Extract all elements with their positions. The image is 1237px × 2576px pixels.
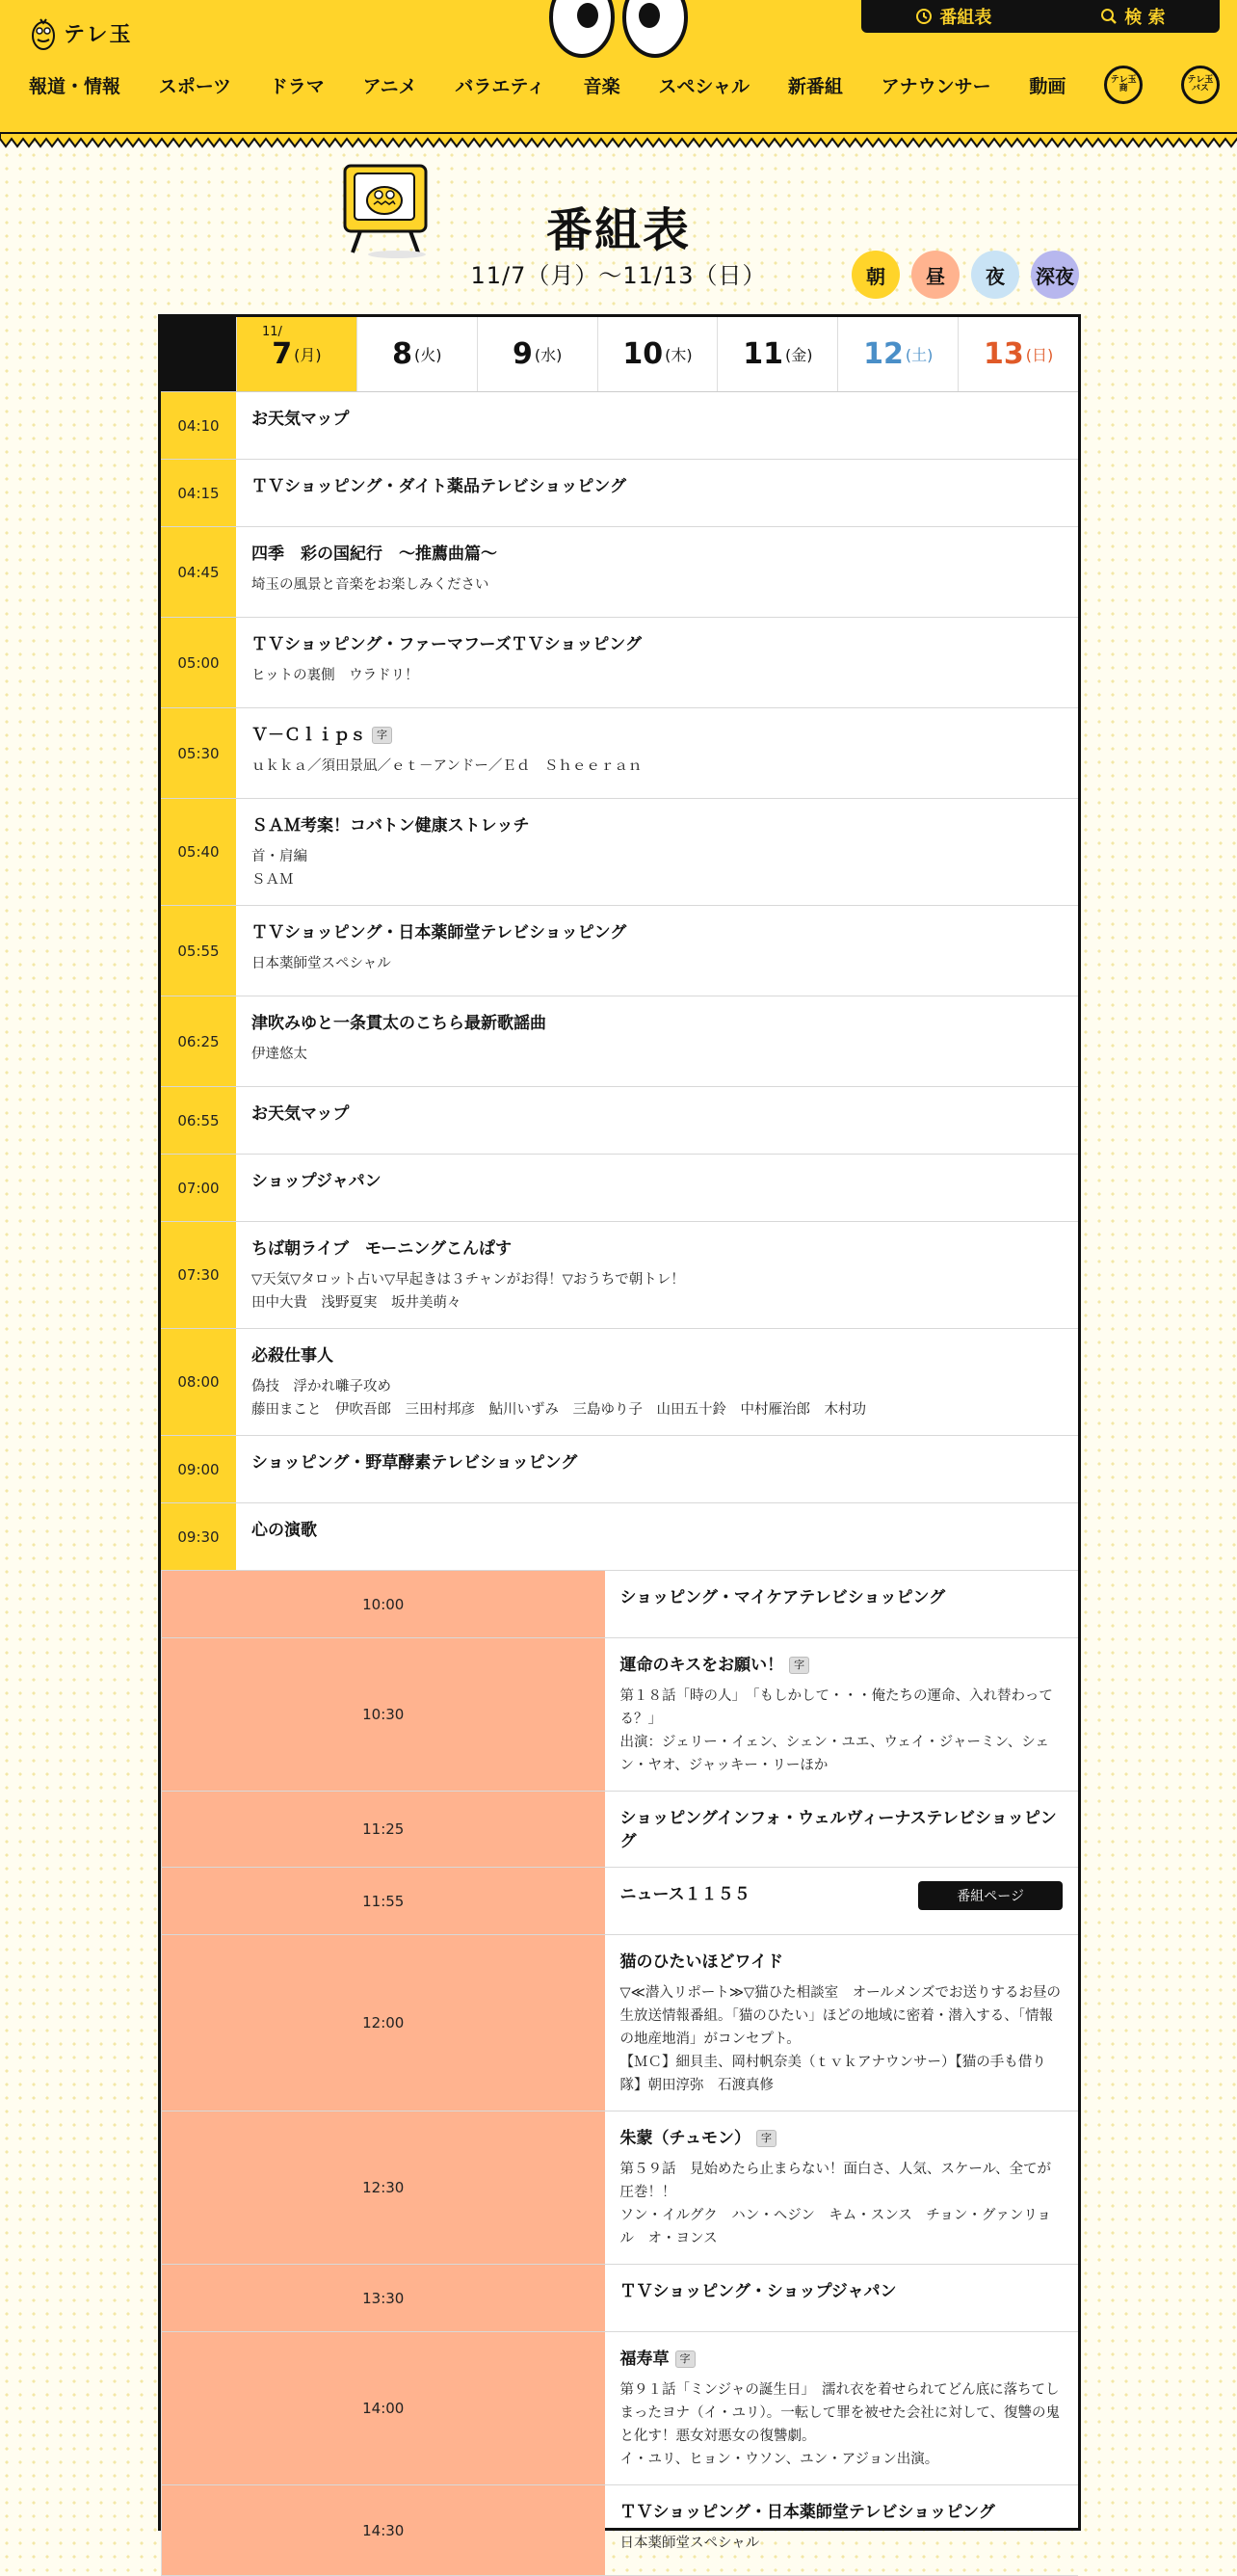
program-description: [620, 2532, 1064, 2555]
program-title[interactable]: 運命のキスをお願い！: [619, 1656, 784, 1675]
program-title[interactable]: 四季 彩の国紀行 ～推薦曲篇～: [251, 544, 497, 564]
program-cell: [605, 1935, 1079, 2111]
program-title-line: [251, 1451, 1063, 1474]
program-title-line: [251, 408, 1063, 431]
evening-button[interactable]: 夜: [971, 251, 1019, 299]
description-line: 出演：ジェリー・イェン、シェン・ユエ、ウェイ・ジャーミン、シェン・ヤオ、ジャッキー・リーほか: [619, 1735, 1050, 1773]
program-row[interactable]: [161, 392, 1078, 460]
program-row[interactable]: [161, 799, 1078, 906]
mascot-eyes-icon: [547, 0, 690, 60]
program-time: 14:00: [161, 2332, 605, 2484]
program-title[interactable]: ＴＶショッピング・ショップジャパン: [619, 2282, 897, 2301]
day-tab-9[interactable]: [477, 317, 597, 391]
day-number: 8: [392, 337, 412, 371]
late-night-button[interactable]: 深夜: [1031, 251, 1079, 299]
search-link[interactable]: [1100, 4, 1165, 29]
program-cell: [236, 1222, 1078, 1328]
day-weekday: (土): [905, 346, 934, 364]
site-header: [0, 0, 1237, 135]
program-cell: [605, 1792, 1079, 1867]
day-tab-10[interactable]: [597, 317, 718, 391]
program-row[interactable]: [161, 1222, 1078, 1329]
program-title[interactable]: 心の演歌: [251, 1521, 317, 1540]
program-title[interactable]: Ｖ－Ｃｌｉｐｓ: [251, 726, 366, 745]
program-title[interactable]: ニュース１１５５: [619, 1885, 750, 1904]
program-time: 04:45: [161, 527, 236, 617]
program-cell: [605, 2332, 1079, 2484]
program-row[interactable]: [161, 618, 1078, 708]
program-cell: [236, 906, 1078, 996]
program-description: [251, 573, 1063, 597]
day-weekday: (火): [413, 346, 442, 364]
day-tab-12[interactable]: [837, 317, 958, 391]
program-cell: [236, 527, 1078, 617]
program-row[interactable]: [161, 2265, 1078, 2332]
program-time: 11:55: [161, 1868, 605, 1934]
day-tab-7[interactable]: [236, 317, 356, 391]
program-title[interactable]: ＴＶショッピング・日本薬師堂テレビショッピング: [619, 2503, 995, 2522]
program-time: 05:55: [161, 906, 236, 996]
program-cell: [236, 708, 1078, 798]
program-title-line: [620, 1807, 1064, 1853]
program-row[interactable]: [161, 1155, 1078, 1222]
program-title[interactable]: ＳＡＭ考案！コバトン健康ストレッチ: [251, 816, 530, 836]
program-row[interactable]: [161, 1868, 1078, 1935]
subtitle-badge: 字: [372, 727, 392, 744]
schedule-link-label: 番組表: [939, 8, 992, 28]
program-cell: [236, 1155, 1078, 1221]
program-description: [251, 1268, 1063, 1315]
program-description: [251, 755, 1063, 778]
program-description: [251, 1043, 1063, 1066]
description-line: 田中大貴 浅野夏実 坂井美萌々: [251, 1295, 461, 1311]
program-time: 12:00: [161, 1935, 605, 2111]
program-row[interactable]: [161, 1503, 1078, 1571]
program-time: 06:25: [161, 996, 236, 1086]
description-line: 第９１話「ミンジャの誕生日」 濡れ衣を着せられてどん底に落ちてしまったヨナ（イ・ユリ）。一転して罪を被せた会社に対して、復讐の鬼と化す！悪女対悪女の復讐劇。: [619, 2382, 1060, 2444]
program-time: 05:00: [161, 618, 236, 707]
program-time: 04:10: [161, 392, 236, 459]
program-time: 05:30: [161, 708, 236, 798]
program-title[interactable]: ショッピング・マイケアテレビショッピング: [619, 1588, 946, 1607]
program-time: 04:15: [161, 460, 236, 526]
program-time: 12:30: [161, 2111, 605, 2264]
nav-special[interactable]: スペシャル: [658, 75, 750, 97]
program-row[interactable]: [161, 906, 1078, 996]
program-title-line: [620, 2127, 1064, 2150]
program-cell: [605, 1868, 1079, 1934]
day-month: 11/: [262, 325, 282, 339]
program-description: [620, 2378, 1064, 2471]
program-cell: [605, 1571, 1079, 1637]
program-title[interactable]: ＴＶショッピング・ダイト薬品テレビショッピング: [251, 477, 626, 496]
main-nav: [29, 58, 1220, 112]
day-tab-8[interactable]: [356, 317, 477, 391]
date-range: 11/7（月）〜11/13（日）: [470, 262, 767, 289]
day-number: 10: [622, 337, 664, 371]
program-title[interactable]: お天気マップ: [251, 410, 350, 429]
program-cell: [236, 996, 1078, 1086]
program-page-button[interactable]: 番組ページ: [918, 1881, 1063, 1910]
program-time: 11:25: [161, 1792, 605, 1867]
program-row[interactable]: [161, 1935, 1078, 2111]
program-row[interactable]: [161, 460, 1078, 527]
program-title[interactable]: ショッピングインフォ・ウェルヴィーナステレビショッピング: [619, 1809, 1057, 1851]
program-row[interactable]: [161, 2332, 1078, 2485]
description-line: 日本薬師堂スペシャル: [619, 2536, 760, 2551]
program-title-line: [251, 1170, 1063, 1193]
schedule-table: [158, 314, 1081, 2551]
program-time: 09:30: [161, 1503, 236, 1570]
program-title[interactable]: ＴＶショッピング・日本薬師堂テレビショッピング: [251, 923, 627, 943]
program-cell: [605, 2485, 1079, 2575]
nav-variety[interactable]: バラエティ: [455, 75, 545, 97]
description-line: ヒットの裏側 ウラドリ！: [251, 668, 419, 683]
program-time: 05:40: [161, 799, 236, 905]
program-cell: [236, 799, 1078, 905]
subtitle-badge: 字: [789, 1657, 809, 1674]
program-description: [620, 1981, 1064, 2097]
description-line: 第１８話「時の人」 「もしかして・・・俺たちの運命、入れ替わってる？」: [619, 1688, 1053, 1727]
day-number: 9: [512, 337, 533, 371]
description-line: ソン・イルグク ハン・ヘジン キム・スンス チョン・グァンリョル オ・ヨンス: [619, 2208, 1051, 2246]
program-time: 09:00: [161, 1436, 236, 1502]
subtitle-badge: 字: [675, 2350, 696, 2368]
program-cell: [236, 1436, 1078, 1502]
program-time: 06:55: [161, 1087, 236, 1154]
program-title-line: [251, 1012, 1063, 1035]
program-title-line: [620, 2501, 1064, 2524]
description-line: ＳＡＭ: [251, 872, 294, 888]
day-number: 7: [272, 337, 293, 371]
program-description: [251, 845, 1063, 891]
program-row[interactable]: [161, 1571, 1078, 1638]
program-title[interactable]: 朱蒙（チュモン）: [619, 2129, 750, 2148]
program-description: [251, 952, 1063, 975]
program-row[interactable]: [161, 1792, 1078, 1868]
day-weekday: (水): [534, 346, 563, 364]
program-title-line: [620, 1951, 1064, 1974]
program-title-line: [251, 724, 1063, 747]
program-time: 10:00: [161, 1571, 605, 1637]
nav-anime[interactable]: アニメ: [362, 75, 417, 97]
program-cell: [236, 1329, 1078, 1435]
nav-new-programs[interactable]: 新番組: [787, 75, 843, 97]
day-weekday: (木): [665, 346, 693, 364]
program-title-line: [251, 1237, 1063, 1261]
program-title[interactable]: お天気マップ: [251, 1104, 350, 1124]
program-title[interactable]: ちば朝ライブ モーニングこんぱす: [251, 1239, 512, 1259]
program-title[interactable]: ショッピング・野草酵素テレビショッピング: [251, 1453, 578, 1473]
subtitle-badge: 字: [756, 2130, 776, 2147]
description-line: ▽天気▽タロット占い▽早起きは３チャンがお得！▽おうちで朝トレ！: [251, 1272, 685, 1288]
nav-drama[interactable]: ドラマ: [269, 75, 325, 97]
program-title[interactable]: 津吹みゆと一条貫太のこちら最新歌謡曲: [251, 1014, 546, 1033]
description-line: 第５９話 見始めたら止まらない！面白さ、人気、スケール、全てが圧巻！！: [619, 2162, 1051, 2200]
program-time: 13:30: [161, 2265, 605, 2331]
utility-bar: [861, 0, 1220, 33]
description-line: 【ＭＣ】細貝圭、岡村帆奈美（ｔｖｋアナウンサー）【猫の手も借り隊】朝田淳弥 石渡真修: [619, 2055, 1046, 2093]
program-title-line: [251, 814, 1063, 837]
nav-announcers[interactable]: アナウンサー: [881, 75, 991, 97]
program-time: 14:30: [161, 2485, 605, 2575]
program-time: 07:00: [161, 1155, 236, 1221]
program-row[interactable]: [161, 708, 1078, 799]
program-title[interactable]: 必殺仕事人: [251, 1346, 333, 1366]
search-link-label: 検 索: [1124, 8, 1166, 28]
program-title[interactable]: ショップジャパン: [251, 1172, 382, 1191]
date-tabs: [161, 317, 1078, 392]
program-row[interactable]: [161, 1087, 1078, 1155]
program-time: 08:00: [161, 1329, 236, 1435]
program-row[interactable]: [161, 996, 1078, 1087]
program-description: [620, 1685, 1064, 1777]
schedule-link[interactable]: [915, 4, 991, 29]
nav-news[interactable]: 報道・情報: [29, 75, 121, 97]
nav-videos[interactable]: 動画: [1029, 75, 1066, 97]
header-zigzag-edge: [0, 133, 1237, 148]
bus-badge-icon[interactable]: テレ玉バス: [1181, 66, 1220, 104]
program-cell: [236, 392, 1078, 459]
program-title-line: [620, 1586, 1064, 1609]
program-cell: [236, 460, 1078, 526]
logo-text: テレ玉: [64, 22, 133, 47]
program-row[interactable]: [161, 2111, 1078, 2265]
day-weekday: (金): [784, 346, 813, 364]
nav-music[interactable]: 音楽: [583, 75, 620, 97]
program-title-line: [251, 921, 1063, 944]
description-line: 日本薬師堂スペシャル: [251, 956, 391, 971]
day-tab-13[interactable]: [958, 317, 1078, 391]
program-title-line: [251, 633, 1063, 656]
morning-button[interactable]: 朝: [852, 251, 900, 299]
program-title-line: [251, 1344, 1063, 1368]
program-description: [620, 2158, 1064, 2250]
program-cell: [236, 1503, 1078, 1570]
description-line: 伊達悠太: [251, 1047, 307, 1062]
program-list: [161, 392, 1078, 2576]
program-title-line: [251, 1519, 1063, 1542]
tamatan-mascot-icon: [29, 13, 58, 52]
description-line: 埼玉の風景と音楽をお楽しみください: [251, 577, 489, 593]
program-title-line: [251, 475, 1063, 498]
day-number: 12: [863, 337, 904, 371]
day-number: 13: [983, 337, 1024, 371]
search-icon: [1100, 8, 1118, 25]
clock-icon: [915, 8, 933, 25]
description-line: 藤田まこと 伊吹吾郎 三田村邦彦 鮎川いずみ 三島ゆり子 山田五十鈴 中村雁治郎 木村功: [251, 1402, 866, 1418]
time-of-day-selector: [852, 251, 1079, 299]
program-row[interactable]: [161, 2485, 1078, 2576]
daytime-button[interactable]: 昼: [911, 251, 960, 299]
program-title-line: [251, 543, 1063, 566]
program-title-line: [620, 1654, 1064, 1677]
site-logo[interactable]: [29, 13, 133, 52]
program-row[interactable]: [161, 1638, 1078, 1792]
description-line: ▽≪潜入リポート≫▽猫ひた相談室 オールメンズでお送りするお昼の生放送情報番組。「猫のひたい」ほどの地域に密着・潜入する、「情報の地産地消」がコンセプト。: [619, 1985, 1061, 2047]
day-number: 11: [743, 337, 783, 371]
program-row[interactable]: [161, 527, 1078, 618]
program-title[interactable]: 福寿草: [619, 2350, 670, 2369]
program-title-line: [620, 2280, 1064, 2303]
program-cell: [236, 618, 1078, 707]
day-weekday: (月): [294, 346, 322, 364]
program-cell: [605, 2265, 1079, 2331]
page-title: 番組表: [545, 203, 691, 257]
program-title[interactable]: ＴＶショッピング・ファーマフーズＴＶショッピング: [251, 635, 642, 654]
day-tab-11[interactable]: [717, 317, 837, 391]
program-cell: [605, 1638, 1079, 1791]
description-line: 首・肩編: [251, 849, 307, 864]
description-line: ｕｋｋａ／須田景凪／ｅｔ－アンドー／Ｅｄ Ｓｈｅｅｒａｎ: [251, 758, 643, 774]
program-title-line: [620, 2348, 1064, 2371]
nav-sports[interactable]: スポーツ: [158, 75, 232, 97]
day-weekday: (日): [1025, 346, 1054, 364]
program-row[interactable]: [161, 1436, 1078, 1503]
shop-badge-icon[interactable]: テレ玉商: [1104, 66, 1143, 104]
date-corner: [161, 317, 236, 391]
program-cell: [605, 2111, 1079, 2264]
program-title[interactable]: 猫のひたいほどワイド: [619, 1952, 783, 1972]
description-line: 偽技 浮かれ囃子攻め: [251, 1379, 391, 1394]
program-row[interactable]: [161, 1329, 1078, 1436]
program-description: [251, 664, 1063, 687]
program-description: [251, 1375, 1063, 1421]
description-line: イ・ユリ、ヒョン・ウソン、ユン・アジョン出演。: [619, 2452, 939, 2467]
program-cell: [236, 1087, 1078, 1154]
program-time: 07:30: [161, 1222, 236, 1328]
program-time: 10:30: [161, 1638, 605, 1791]
program-title-line: [251, 1102, 1063, 1126]
